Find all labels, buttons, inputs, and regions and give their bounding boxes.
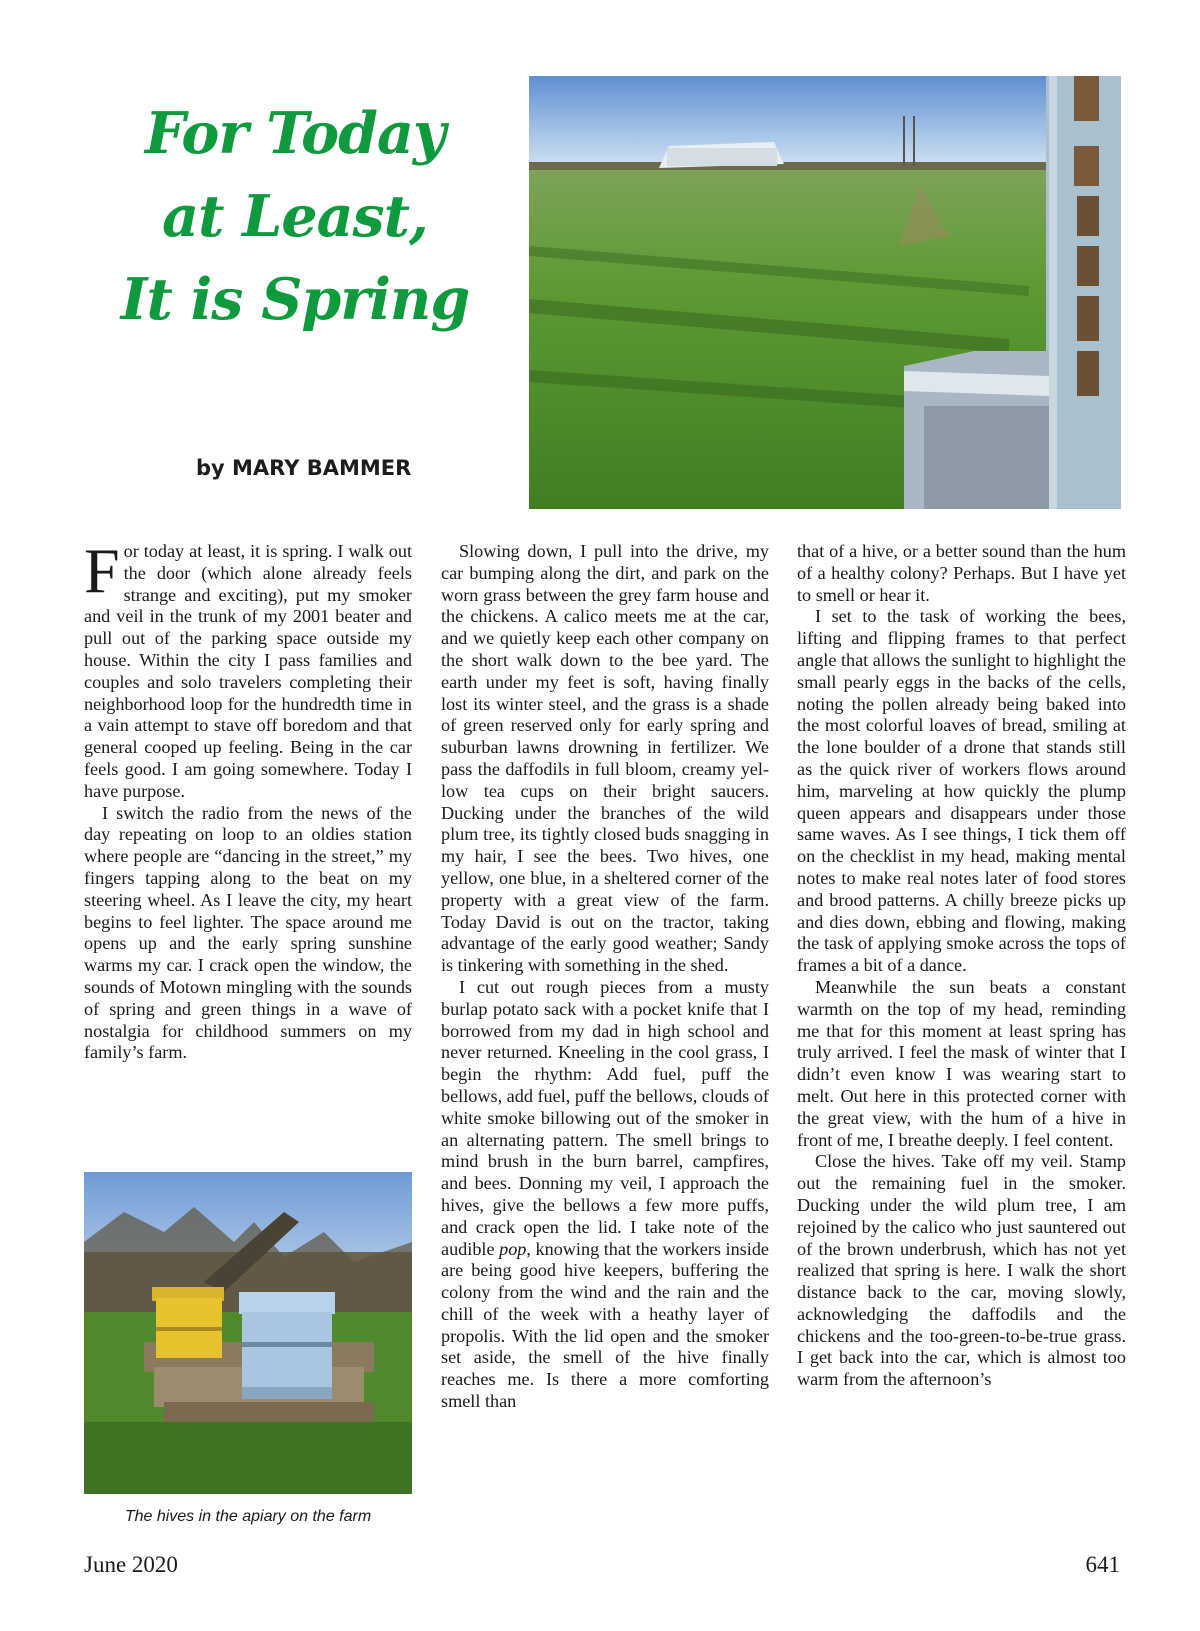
title-line-1: For Today [144,100,446,167]
article-title [100,92,490,341]
paragraph: Meanwhile the sun beats a constant warmth on the top of my head, reminding me that for this moment at least spring has truly arrived. I feel the mask of winter that I didn’t even know I was wearing start to melt. Out here in this protected corner with the great view, with the hum of a hive in front of me, I breathe deeply. I feel content. [797,976,1126,1150]
paragraph: that of a hive, or a better sound than the hum of a healthy colony? Perhaps. But I have yet to smell or hear it. [797,541,1126,605]
paragraph [441,977,769,1413]
paragraph-text: , knowing that the workers inside are being good hive keepers, buffering the colony from the wind and the rain and the chill of the week with a heathy layer of propolis. With the lid open and the smoker set aside, the smell of the hive finally reaches me. Is there a more comforting smell than [441,1238,769,1412]
drop-cap: F [84,535,120,606]
body-column-3 [797,541,1126,1391]
paragraph: Close the hives. Take off my veil. Stamp out the remaining fuel in the smoker. Ducking under the wild plum tree, I am rejoined by the calico who just sauntered out of the brown underbrush, which has not yet realized that spring is here. I walk the short distance back to the car, moving slowly, acknowledging the daffodils and the chickens and the too-green-to-be-true grass. I get back into the car, which is almost too warm from the afternoon’s [797,1151,1126,1390]
paragraph-text: or today at least, it is spring. I walk out the door (which alone already feels strange and exciting), put my smoker and veil in the trunk of my 2001 beater and pull out of the parking space outside my house. Within the city I pass families and couples and solo travelers completing their neighborhood loop for the hundredth time in a vain attempt to stave off boredom and that general cooped up feeling. Being in the car feels good. I am going somewhere. Today I have purpose. [84,541,412,801]
paragraph: I set to the task of working the bees, lifting and flipping frames to that perfect angle that allows the sunlight to highlight the small pearly eggs in the backs of the cells, noting the pollen already being baked into the most colorful loaves of bread, smiling at the lone boulder of a drone that stands still as the quick river of workers flows around him, marveling at how quickly the plump queen appears and disappears under those same waves. As I see things, I tick them off on the checklist in my head, making mental notes to make real notes later of food stores and brood patterns. A chilly breeze picks up and dies down, ebbing and flowing, making the task of applying smoke across the tops of frames a bit of a dance. [797,606,1126,976]
photo-caption: The hives in the apiary on the farm [124,1508,372,1525]
paragraph: I switch the radio from the news of the day repeating on loop to an oldies station where people are “dancing in the street,” my fingers tapping along to the beat on my steering wheel. As I leave the city, my heart begins to feel lighter. The space around me opens up and the early spring sunshine warms my car. I crack open the window, the sounds of Motown mingling with the sounds of spring and green things in a wave of nostalgia for childhood summers on my family’s farm. [84,802,412,1063]
page-number: 641 [1085,1552,1120,1577]
body-column-1 [84,535,412,1064]
italic-word: pop [499,1238,527,1259]
body-column-2 [441,541,769,1413]
footer-date: June 2020 [84,1552,178,1577]
paragraph [84,535,412,803]
hives-photo [84,1172,412,1494]
title-line-2: at Least, [162,183,428,250]
farm-field-photo [529,76,1121,509]
title-line-3: It is Spring [120,266,470,333]
paragraph: Slowing down, I pull into the drive, my car bumping along the dirt, and park on the worn grass between the grey farm house and the chickens. A calico meets me at the car, and we quietly keep each other company on the short walk down to the bee yard. The earth under my feet is soft, having finally lost its winter steel, and the grass is a shade of green reserved only for early spring and suburban lawns drowning in fertilizer. We pass the daffodils in full bloom, creamy yellow tea cups on their bright saucers. Ducking under the branches of the wild plum tree, its tightly closed buds snagging in my hair, I see the bees. Two hives, one yellow, one blue, in a sheltered corner of the property with a great view of the farm. Today David is out on the tractor, taking advantage of the early good weather; Sandy is tinkering with something in the shed. [441,541,769,976]
byline: by MARY BAMMER [196,456,412,480]
paragraph-text: I cut out rough pieces from a musty burlap potato sack with a pocket knife that I borrowed from my dad in high school and never returned. Kneeling in the cool grass, I begin the rhythm: Add fuel, puff the bellows, add fuel, puff the bellows, clouds of white smoke billowing out of the smoker in an alternating pattern. The smell brings to mind brush in the burn barrel, campfires, and bees. Donning my veil, I approach the hives, give the bellows a few more puffs, and crack open the lid. I take note of the audible [441,976,769,1259]
